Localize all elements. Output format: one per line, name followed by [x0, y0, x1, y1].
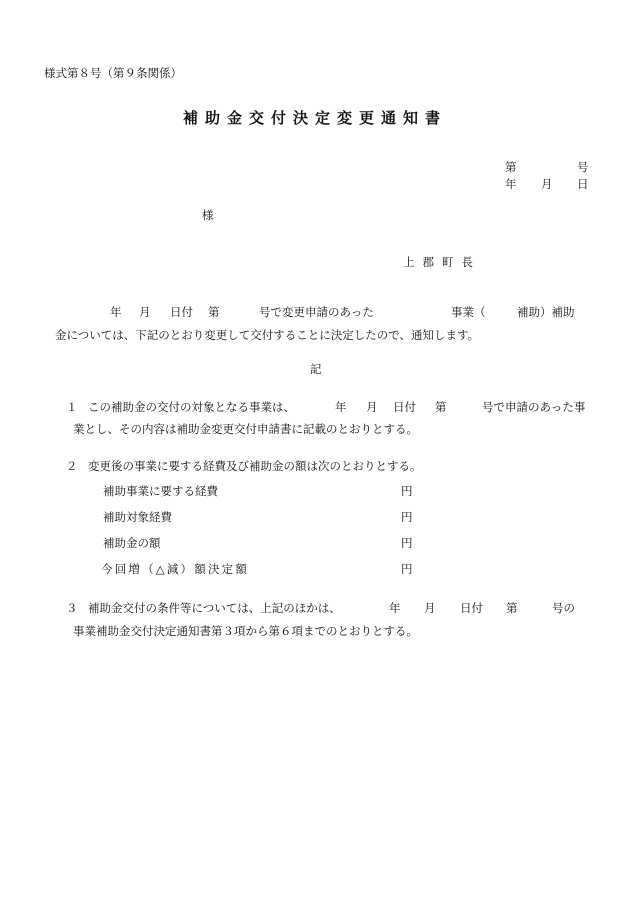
item1-number: １ [66, 400, 78, 414]
body-jigyo: 事業（ [451, 305, 486, 319]
addressee-sama: 様 [202, 208, 214, 222]
item1-dai: 第 [435, 400, 447, 414]
item3-number: ３ [66, 601, 78, 615]
expense-row-label: 補助事業に要する経費 [103, 484, 218, 498]
item3-day: 日付 [460, 601, 483, 615]
item2-text: 変更後の事業に要する経費及び補助金の額は次のとおりとする。 [88, 459, 422, 473]
body-phrase: 号で変更申請のあった [259, 305, 374, 319]
item3-line2: 事業補助金交付決定通知書第３項から第６項までのとおりとする。 [73, 624, 418, 638]
doc-date-year: 年 [505, 177, 517, 191]
item3-tail: 号の [552, 601, 575, 615]
subsidy-amount-row-label: 補助金の額 [103, 536, 161, 550]
document-title: 補助金交付決定変更通知書 [182, 109, 447, 127]
body-day: 日付 [170, 305, 193, 319]
item2-number: ２ [66, 459, 78, 473]
change-amount-row-label: 今回増（△減）額決定額 [101, 562, 250, 576]
form-label: 様式第８号（第９条関係） [44, 66, 182, 80]
item1-year: 年 [335, 400, 347, 414]
doc-date-day: 日 [577, 177, 589, 191]
body-year: 年 [110, 305, 122, 319]
item3-year: 年 [389, 601, 401, 615]
item1-month: 月 [366, 400, 378, 414]
item1-text: この補助金の交付の対象となる事業は、 [88, 400, 295, 414]
item1-line2: 業とし、その内容は補助金変更交付申請書に記載のとおりとする。 [73, 422, 418, 436]
body-line2: 金については、下記のとおり変更して交付することに決定したので、通知します。 [55, 328, 480, 342]
subsidy-amount-row-unit: 円 [401, 536, 413, 550]
doc-number-go: 号 [577, 160, 589, 174]
item1-tail: 号で申請のあった事 [482, 400, 586, 414]
change-amount-row-unit: 円 [401, 562, 413, 576]
issuer-name: 上郡町長 [403, 255, 481, 269]
ki-heading: 記 [310, 362, 322, 376]
body-dai: 第 [208, 305, 220, 319]
item3-month: 月 [424, 601, 436, 615]
eligible-cost-row-unit: 円 [401, 510, 413, 524]
doc-date-month: 月 [541, 177, 553, 191]
body-hojo: 補助）補助 [517, 305, 575, 319]
item3-text: 補助金交付の条件等については、上記のほかは、 [88, 601, 341, 615]
item3-dai: 第 [506, 601, 518, 615]
item1-day: 日付 [393, 400, 416, 414]
expense-row-unit: 円 [401, 484, 413, 498]
body-month: 月 [139, 305, 151, 319]
doc-number-dai: 第 [505, 160, 517, 174]
eligible-cost-row-label: 補助対象経費 [103, 510, 172, 524]
